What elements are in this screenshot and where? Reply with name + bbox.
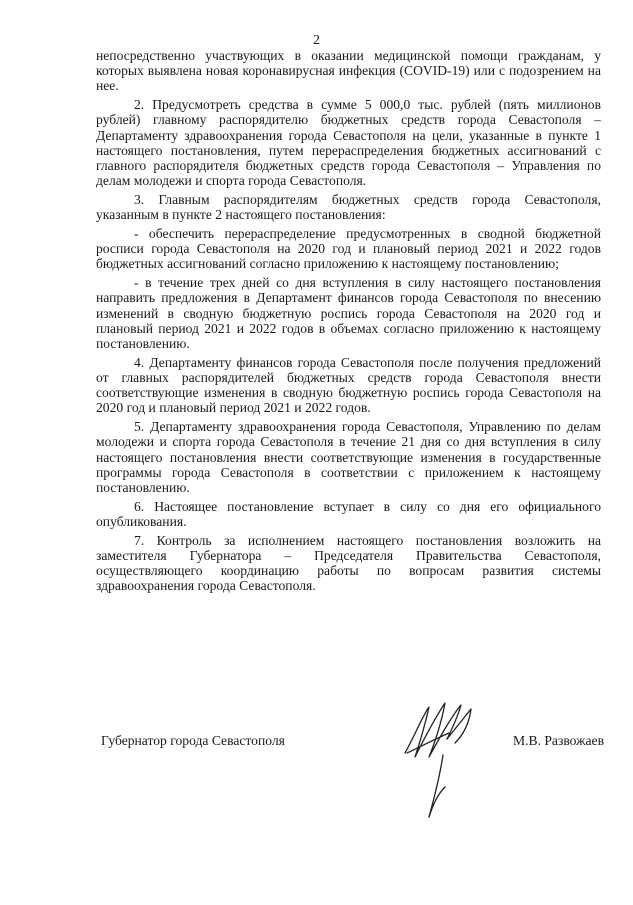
document-body: [96, 48, 601, 597]
paragraph-continuation: непосредственно участвующих в оказании медицинской помощи гражданам, у которых выявлена новая коронавирусная инфекция (COVID-19) или с подозрением на нее.: [96, 48, 601, 94]
paragraph-item-3: 3. Главным распорядителям бюджетных средств города Севастополя, указанным в пункте 2 настоящего постановления:: [96, 192, 601, 223]
paragraph-item-4: 4. Департаменту финансов города Севастополя после получения предложений от главных распорядителей бюджетных средств города Севастополя внести соответствующие изменения в сводную бюджетную роспись города Севастополя на 2020 год и плановый период 2021 и 2022 годов.: [96, 354, 601, 416]
signer-title: Губернатор города Севастополя: [101, 733, 285, 748]
paragraph-item-3-bullet-2: - в течение трех дней со дня вступления в силу настоящего постановления направить предложения в Департамент финансов города Севастополя по внесению изменений в сводную бюджетную роспись города Севастополя на 2020 год и плановый период 2021 и 2022 годов в объемах согласно приложению к настоящему постановлению.: [96, 275, 601, 352]
handwritten-signature: [385, 695, 495, 820]
paragraph-item-5: 5. Департаменту здравоохранения города Севастополя, Управлению по делам молодежи и спорта города Севастополя в течение 21 дня со дня вступления в силу настоящего постановления внести соответствующие изменения в государственные программы города Севастополя в соответствии с приложением к настоящему постановлению.: [96, 419, 601, 496]
paragraph-item-7: 7. Контроль за исполнением настоящего постановления возложить на заместителя Губернатора – Председателя Правительства Севастополя, осуществляющего координацию работы по вопросам развития системы здравоохранения города Севастополя.: [96, 532, 601, 594]
signer-name: М.В. Развожаев: [513, 733, 604, 748]
page-number: 2: [313, 33, 320, 48]
paragraph-item-6: 6. Настоящее постановление вступает в силу со дня его официального опубликования.: [96, 498, 601, 530]
paragraph-item-2: 2. Предусмотреть средства в сумме 5 000,0 тыс. рублей (пять миллионов рублей) главному распорядителю бюджетных средств города Севастополя – Департаменту здравоохранения города Севастополя на цели, указанные в пункте 1 настоящего постановления, путем перераспределения бюджетных ассигнований с главного распорядителя бюджетных средств города Севастополя – Управления по делам молодежи и спорта города Севастополя.: [96, 97, 601, 189]
paragraph-item-3-bullet-1: - обеспечить перераспределение предусмотренных в сводной бюджетной росписи города Севастополя на 2020 год и плановый период 2021 и 2022 годов бюджетных ассигнований согласно приложению к настоящему постановлению;: [96, 226, 601, 272]
